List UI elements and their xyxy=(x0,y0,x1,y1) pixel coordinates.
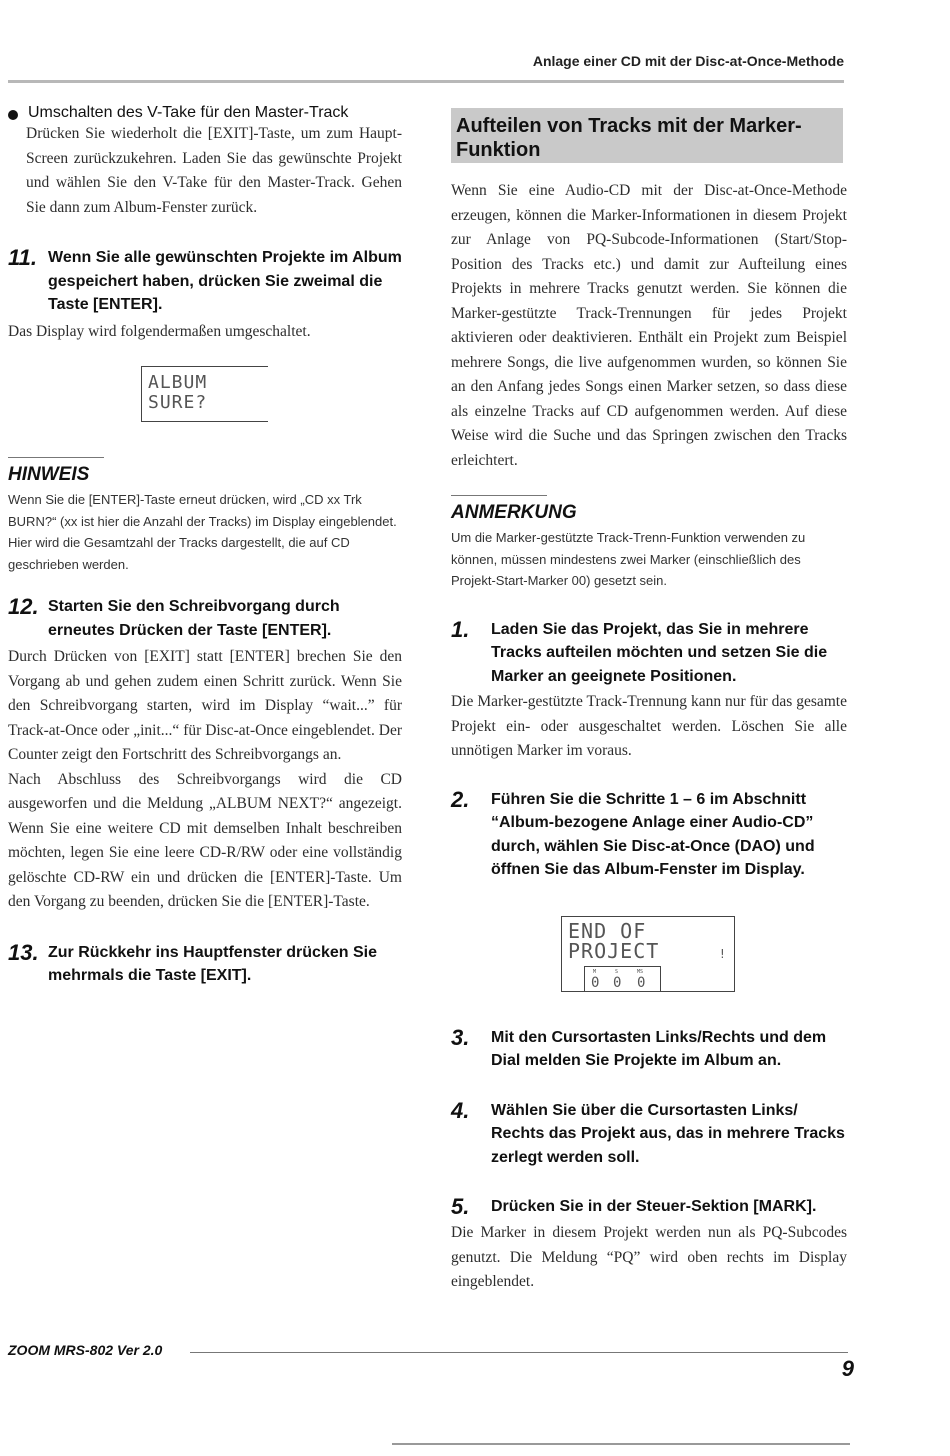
bottom-rule xyxy=(392,1443,850,1445)
note-title: HINWEIS xyxy=(8,457,104,486)
step-3 xyxy=(451,1026,847,1073)
step-title: Wählen Sie über die Cursortasten Links/ Rechts das Projekt aus, das in mehrere Tracks zerlegt werden soll. xyxy=(491,1101,845,1166)
lcd-display-album-sure xyxy=(141,366,268,422)
step-2 xyxy=(451,788,847,882)
counter-digit: 0 xyxy=(637,974,646,991)
step-title: Wenn Sie alle gewünschten Projekte im Album gespeichert haben, drücken Sie zweimal die Taste [ENTER]. xyxy=(48,249,402,313)
step-number: 11. xyxy=(8,245,37,270)
step-number: 12. xyxy=(8,594,39,619)
step-5 xyxy=(451,1195,847,1219)
lcd-line-2: SURE? xyxy=(148,392,208,413)
vtake-body: Drücken Sie wiederholt die [EXIT]-Taste, um zum Haupt-Screen zurückzukehren. Laden Sie das gewünschte Projekt und wählen Sie den V-Take für den Master-Track. Gehen Sie dann zum Album-Fenster zurück. xyxy=(26,125,402,216)
step-11 xyxy=(8,246,402,317)
lcd-line-1: ALBUM xyxy=(148,372,208,393)
step-number: 4. xyxy=(451,1097,470,1123)
left-column xyxy=(8,104,402,988)
step-12 xyxy=(8,595,402,642)
step-title: Mit den Cursortasten Links/Rechts und dem Dial melden Sie Projekte im Album an. xyxy=(491,1028,827,1069)
step-title: Drücken Sie in der Steuer-Sektion [MARK]. xyxy=(491,1198,817,1215)
page-number: 9 xyxy=(841,1356,854,1381)
note-title: ANMERKUNG xyxy=(451,495,547,524)
counter-label: M xyxy=(593,968,597,975)
footer-rule xyxy=(190,1352,848,1353)
step-number: 2. xyxy=(451,786,470,812)
anmerkung-note xyxy=(451,495,847,592)
lcd-counter xyxy=(584,966,661,991)
vtake-section xyxy=(8,104,402,220)
counter-digit: 0 xyxy=(591,974,600,991)
vtake-title: Umschalten des V-Take für den Master-Track xyxy=(28,104,349,121)
step-4 xyxy=(451,1099,847,1170)
step-1-body: Die Marker-gestützte Track-Trennung kann nur für das gesamte Projekt ein- oder ausgeschaltet werden. Löschen Sie alle unnötigen Marker im voraus. xyxy=(451,693,847,759)
step-12-body-2: Nach Abschluss des Schreibvorgangs wird die CD ausgeworfen und die Meldung „ALBUM NEXT?“ angezeigt. Wenn Sie eine weitere CD mit demselben Inhalt beschreiben möchten, legen Sie eine leere CD-R/RW oder eine vollständig gelöschte CD-RW ein und drücken die [ENTER]-Taste. Um den Vorgang zu beenden, drücken Sie die [ENTER]-Taste. xyxy=(8,770,402,910)
hinweis-note xyxy=(8,457,402,575)
footer-model: ZOOM MRS-802 Ver 2.0 xyxy=(8,1342,163,1358)
vtake-heading xyxy=(8,104,402,122)
step-title: Zur Rückkehr ins Hauptfenster drücken Sie mehrmals die Taste [EXIT]. xyxy=(48,943,377,984)
marker-intro: Wenn Sie eine Audio-CD mit der Disc-at-Once-Methode erzeugen, können die Marker-Informationen in diesem Projekt zur Anlage von PQ-Subcode-Informationen (Start/Stop-Position des Tracks etc.) und damit zur Aufteilung eines Projekts in mehrere Tracks genutzt werden. Sie können die Marker-gestützte Track-Trennungen für jedes Projekt aktivieren oder deaktivieren. Enthält ein Projekt zum Beispiel mehrere Songs, die live aufgenommen wurden, so können Sie an den Anfang jedes Songs einen Marker setzen, so dass diese als einzelne Tracks auf CD aufgenommen werden. Auf diese Weise wird die Suche und das Springen zwischen den Tracks erleichtert. xyxy=(451,182,847,469)
step-11-body: Das Display wird folgendermaßen umgeschaltet. xyxy=(8,322,311,340)
lcd-display-end-of-project xyxy=(561,916,735,992)
lcd-mark-indicator: ! xyxy=(718,946,726,961)
note-body: Um die Marker-gestützte Track-Trenn-Funktion verwenden zu können, müssen mindestens zwei Marker (einschließlich des Projekt-Start-Marker 00) gesetzt sein. xyxy=(451,530,806,588)
step-5-body: Die Marker in diesem Projekt werden nun als PQ-Subcodes genutzt. Die Meldung “PQ” wird oben rechts im Display eingeblendet. xyxy=(451,1224,847,1290)
step-1 xyxy=(451,618,847,689)
note-body: Wenn Sie die [ENTER]-Taste erneut drücken, wird „CD xx Trk BURN?“ (xx ist hier die Anzahl der Tracks) im Display eingeblendet. Hier wird die Gesamtzahl der Tracks dargestellt, die auf CD geschrieben werden. xyxy=(8,492,397,572)
bullet-icon xyxy=(8,110,18,120)
counter-label: MS xyxy=(637,968,644,975)
step-title: Führen Sie die Schritte 1 – 6 im Abschnitt “Album-bezogene Anlage einer Audio-CD” durch, wählen Sie Disc-at-Once (DAO) und öffnen Sie das Album-Fenster im Display. xyxy=(491,790,815,878)
counter-digit: 0 xyxy=(613,974,622,991)
step-12-body-1: Durch Drücken von [EXIT] statt [ENTER] brechen Sie den Vorgang ab und gehen zudem einen Schritt zurück. Wenn Sie den Schreibvorgang starten, wird im Display “wait...” für Track-at-Once oder „init...“ für Disc-at-Once eingeblendet. Der Counter zeigt den Fortschritt des Schreibvorgangs an. xyxy=(8,648,402,763)
right-column xyxy=(451,108,847,1295)
lcd-line-2: PROJECT xyxy=(568,938,660,963)
lcd-main-text xyxy=(568,918,660,963)
step-number: 5. xyxy=(451,1194,470,1219)
step-13 xyxy=(8,941,402,988)
header-rule xyxy=(8,80,844,83)
counter-label: S xyxy=(615,968,619,975)
section-heading-marker: Aufteilen von Tracks mit der Marker-Funktion xyxy=(451,108,843,163)
step-title: Starten Sie den Schreibvorgang durch erneutes Drücken der Taste [ENTER]. xyxy=(48,598,340,639)
step-number: 13. xyxy=(8,939,39,965)
page-header-title: Anlage einer CD mit der Disc-at-Once-Methode xyxy=(532,53,844,69)
step-number: 1. xyxy=(451,616,470,642)
step-title: Laden Sie das Projekt, das Sie in mehrere Tracks aufteilen möchten und setzen Sie die Marker an geeignete Positionen. xyxy=(491,620,828,685)
step-number: 3. xyxy=(451,1024,470,1050)
lcd-line-1: END OF xyxy=(568,918,647,943)
